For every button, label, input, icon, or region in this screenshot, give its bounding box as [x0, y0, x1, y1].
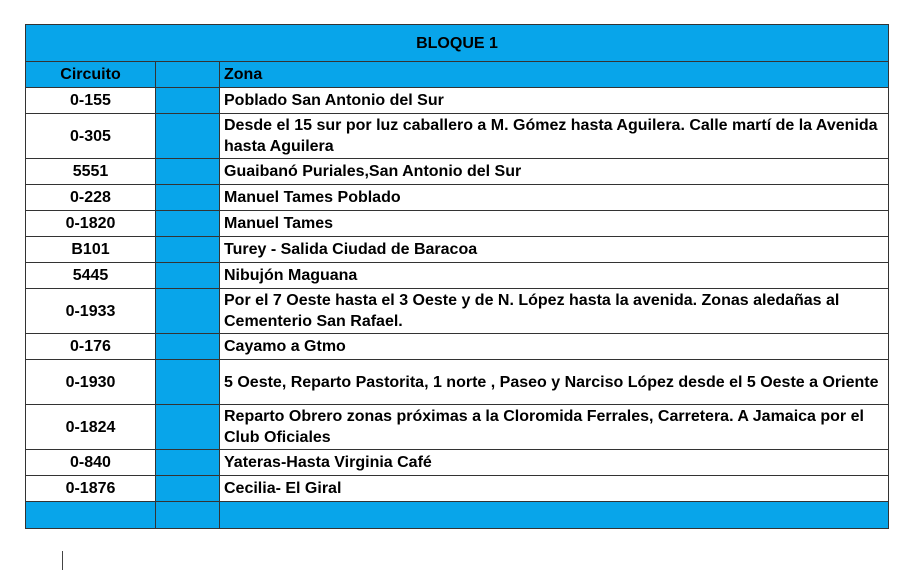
circuit-code: 5551 — [26, 159, 156, 185]
table-row — [26, 114, 889, 159]
zone-text: Por el 7 Oeste hasta el 3 Oeste y de N. López hasta la avenida. Zonas aledañas al Cementerio San Rafael. — [220, 289, 889, 334]
zone-text: Nibujón Maguana — [220, 263, 889, 289]
table-row — [26, 211, 889, 237]
table-row — [26, 289, 889, 334]
table-row — [26, 263, 889, 289]
circuit-code: 5445 — [26, 263, 156, 289]
zone-text: Turey - Salida Ciudad de Baracoa — [220, 237, 889, 263]
blank-cell — [156, 289, 220, 334]
circuit-code: 0-228 — [26, 185, 156, 211]
table-title: BLOQUE 1 — [26, 25, 889, 62]
footer-cell — [220, 502, 889, 529]
blank-cell — [156, 334, 220, 360]
circuit-code: 0-305 — [26, 114, 156, 159]
title-row — [26, 25, 889, 62]
zone-text: Cayamo a Gtmo — [220, 334, 889, 360]
table-row — [26, 360, 889, 405]
table-row — [26, 476, 889, 502]
zone-text: Yateras-Hasta Virginia Café — [220, 450, 889, 476]
header-zona: Zona — [220, 62, 889, 88]
blank-cell — [156, 263, 220, 289]
zone-text: 5 Oeste, Reparto Pastorita, 1 norte , Paseo y Narciso López desde el 5 Oeste a Oriente — [220, 360, 889, 405]
text-cursor — [62, 551, 63, 570]
header-row — [26, 62, 889, 88]
zone-text: Desde el 15 sur por luz caballero a M. Gómez hasta Aguilera. Calle martí de la Avenida hasta Aguilera — [220, 114, 889, 159]
zone-text: Guaibanó Puriales,San Antonio del Sur — [220, 159, 889, 185]
table-row — [26, 88, 889, 114]
circuit-code: 0-1824 — [26, 405, 156, 450]
blank-cell — [156, 88, 220, 114]
circuit-code: 0-1933 — [26, 289, 156, 334]
circuit-code: 0-155 — [26, 88, 156, 114]
table-row — [26, 185, 889, 211]
header-blank — [156, 62, 220, 88]
table-row — [26, 237, 889, 263]
zone-text: Cecilia- El Giral — [220, 476, 889, 502]
table-row — [26, 159, 889, 185]
table-row — [26, 450, 889, 476]
zone-text: Manuel Tames — [220, 211, 889, 237]
table-row — [26, 334, 889, 360]
blank-cell — [156, 114, 220, 159]
circuit-code: 0-1876 — [26, 476, 156, 502]
zone-text: Manuel Tames Poblado — [220, 185, 889, 211]
blank-cell — [156, 237, 220, 263]
footer-cell — [26, 502, 156, 529]
footer-cell — [156, 502, 220, 529]
circuit-code: 0-176 — [26, 334, 156, 360]
bloque-table — [25, 24, 889, 529]
zone-text: Poblado San Antonio del Sur — [220, 88, 889, 114]
blank-cell — [156, 450, 220, 476]
blank-cell — [156, 360, 220, 405]
footer-row — [26, 502, 889, 529]
blank-cell — [156, 405, 220, 450]
zone-text: Reparto Obrero zonas próximas a la Cloromida Ferrales, Carretera. A Jamaica por el Club Oficiales — [220, 405, 889, 450]
circuit-code: 0-840 — [26, 450, 156, 476]
circuit-code: B101 — [26, 237, 156, 263]
circuit-code: 0-1930 — [26, 360, 156, 405]
blank-cell — [156, 185, 220, 211]
table-row — [26, 405, 889, 450]
header-circuito: Circuito — [26, 62, 156, 88]
blank-cell — [156, 211, 220, 237]
blank-cell — [156, 476, 220, 502]
blank-cell — [156, 159, 220, 185]
circuit-code: 0-1820 — [26, 211, 156, 237]
